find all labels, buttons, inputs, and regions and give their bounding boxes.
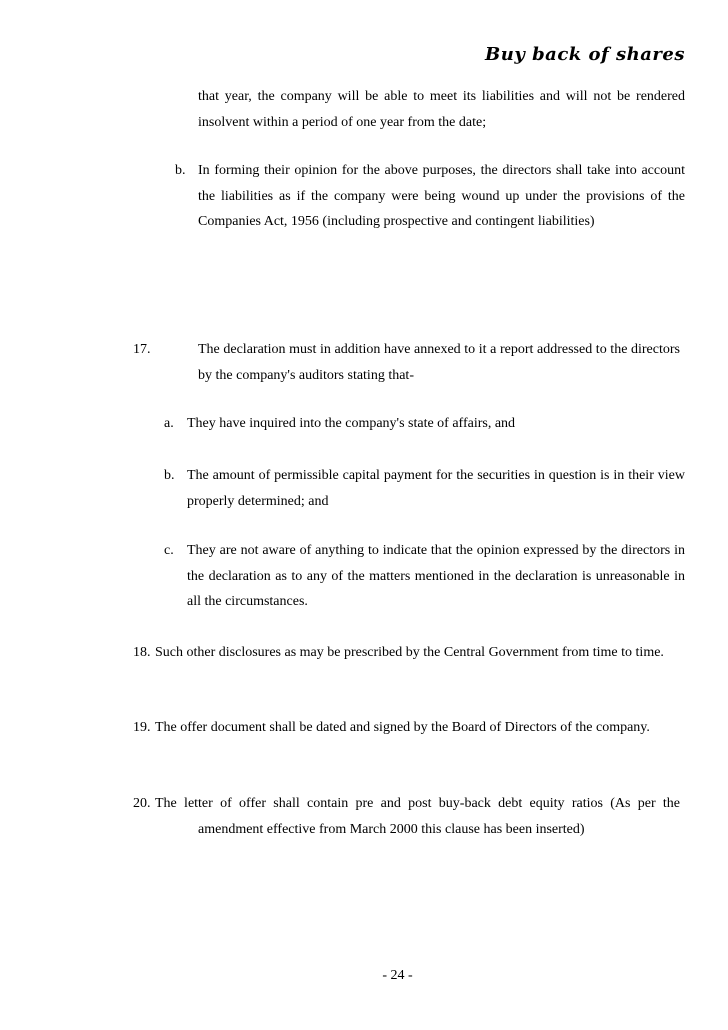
- sublist-item-c-text: They are not aware of anything to indicate that the opinion expressed by the directors in the declaration as to any of the matters mentioned in the declaration is unreasonable in all the circumstances.: [187, 543, 685, 609]
- page-number: - 24 -: [382, 968, 413, 983]
- list-marker-b: b.: [175, 163, 186, 178]
- sublist-item-b-text: The amount of permissible capital payment for the securities in question is in their view properly determined; and: [187, 468, 685, 509]
- page-header-title: Buy back of shares: [485, 44, 685, 65]
- item-19-text: The offer document shall be dated and signed by the Board of Directors of the company.: [155, 720, 650, 735]
- item-19-number: 19.: [133, 720, 151, 735]
- item-17-number: 17.: [133, 342, 151, 357]
- sublist-marker-b: b.: [164, 468, 175, 483]
- item-18-number: 18.: [133, 645, 151, 660]
- sublist-item-a-text: They have inquired into the company's state of affairs, and: [187, 416, 516, 431]
- sublist-marker-a: a.: [164, 416, 174, 431]
- continuation-paragraph: that year, the company will be able to meet its liabilities and will not be rendered insolvent within a period of one year from the date;: [198, 89, 685, 130]
- item-17-text-content: The declaration must in addition have annexed to it a report addressed to the directors by the company's auditors stating that-: [198, 342, 680, 383]
- list-item-b-text: In forming their opinion for the above purposes, the directors shall take into account the liabilities as if the company were being wound up under the provisions of the Companies Act, 1956 (including prospective and contingent liabilities): [198, 163, 685, 229]
- item-17-text: [155, 337, 680, 388]
- sublist-marker-c: c.: [164, 543, 174, 558]
- item-20-number: 20.: [133, 796, 151, 811]
- item-20-text: The letter of offer shall contain pre and post buy-back debt equity ratios (As per the amendment effective from March 2000 this clause has been inserted): [155, 796, 680, 837]
- item-18-text: Such other disclosures as may be prescribed by the Central Government from time to time.: [155, 645, 664, 660]
